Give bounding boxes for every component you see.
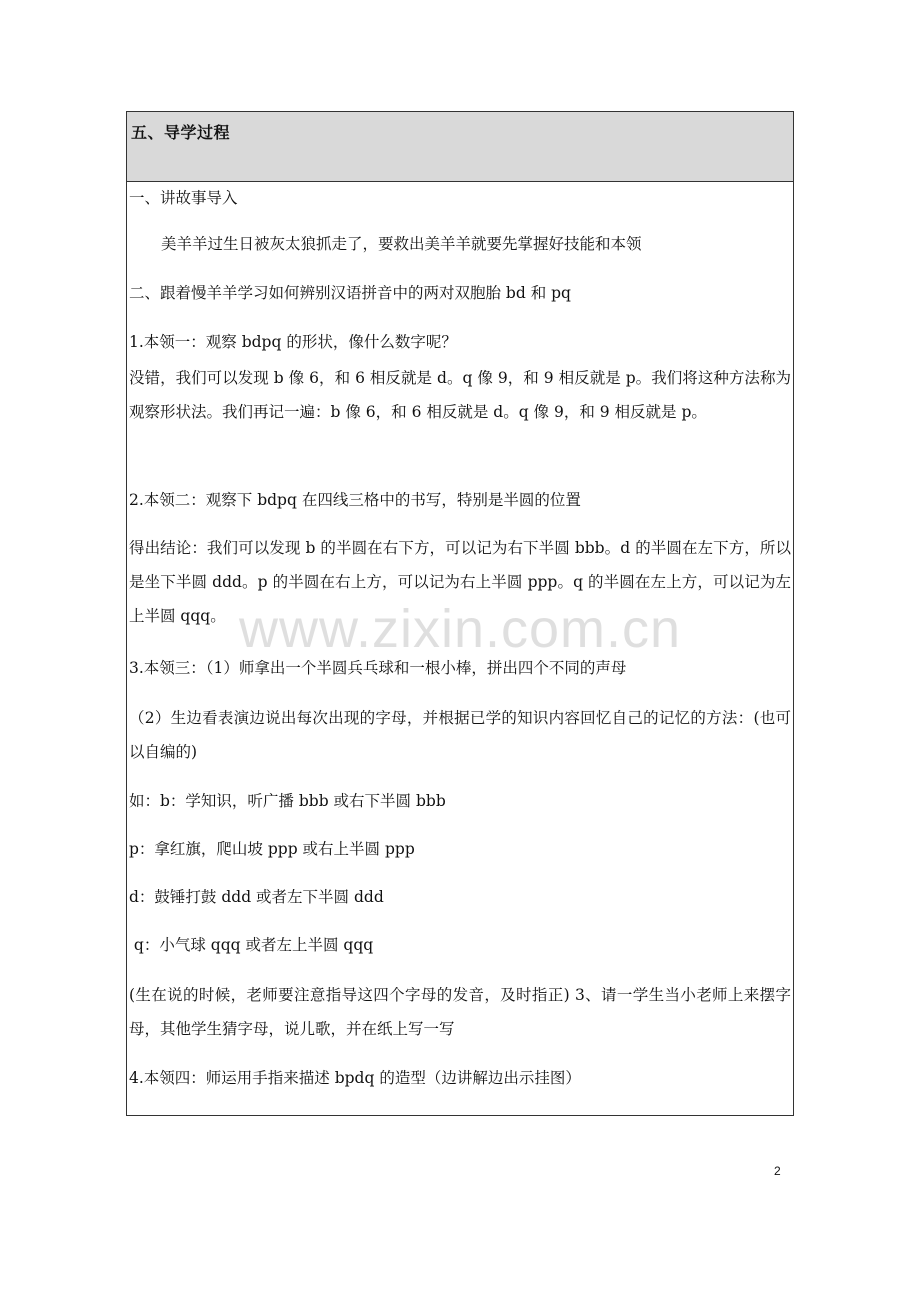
skill-two-conclusion: 得出结论：我们可以发现 b 的半圆在右下方，可以记为右下半圆 bbb。d 的半圆在左下方，所以是坐下半圆 ddd。p 的半圆在右上方，可以记为右上半圆 ppp。q 的半圆在左上方，可以记为左上半圆 qqq。	[129, 539, 791, 625]
example-q: q：小气球 qqq 或者左上半圆 qqq	[129, 936, 374, 954]
skill-four-heading: 4.本领四：师运用手指来描述 bpdq 的造型（边讲解边出示挂图）	[129, 1069, 581, 1087]
skill-three-heading: 3.本领三：（1）师拿出一个半圆兵乓球和一根小棒，拼出四个不同的声母	[129, 659, 627, 677]
section-title: 五、导学过程	[131, 123, 231, 142]
skill-one-heading: 1.本领一：观察 bdpq 的形状，像什么数字呢？	[129, 333, 457, 351]
section-header	[127, 112, 793, 182]
example-b: 如：b：学知识，听广播 bbb 或右下半圆 bbb	[129, 792, 446, 810]
story-intro-heading: 一、讲故事导入	[129, 189, 238, 207]
skill-three-step-two: （2）生边看表演边说出每次出现的字母，并根据已学的知识内容回忆自己的记忆的方法：(也可以自编的)	[129, 709, 791, 761]
story-intro-text: 美羊羊过生日被灰太狼抓走了，要救出美羊羊就要先掌握好技能和本领	[161, 235, 642, 253]
pronunciation-note: (生在说的时候，老师要注意指导这四个字母的发音，及时指正) 3、请一学生当小老师上来摆字母，其他学生猜字母，说儿歌，并在纸上写一写	[129, 986, 791, 1038]
lesson-table	[126, 111, 794, 1116]
skill-one-text: 没错，我们可以发现 b 像 6，和 6 相反就是 d。q 像 9，和 9 相反就是 p。我们将这种方法称为观察形状法。我们再记一遍：b 像 6，和 6 相反就是 d。q 像 9，和 9 相反就是 p。	[129, 369, 791, 421]
example-d: d：鼓锤打鼓 ddd 或者左下半圆 ddd	[129, 888, 384, 906]
page-number: 2	[774, 1164, 781, 1178]
lesson-body	[127, 182, 793, 1115]
skill-two-heading: 2.本领二：观察下 bdpq 在四线三格中的书写，特别是半圆的位置	[129, 491, 581, 509]
watermark: www.zixin.com.cn	[238, 599, 682, 659]
example-p: p：拿红旗，爬山坡 ppp 或右上半圆 ppp	[129, 840, 415, 858]
learning-heading: 二、跟着慢羊羊学习如何辨别汉语拼音中的两对双胞胎 bd 和 pq	[129, 284, 571, 302]
